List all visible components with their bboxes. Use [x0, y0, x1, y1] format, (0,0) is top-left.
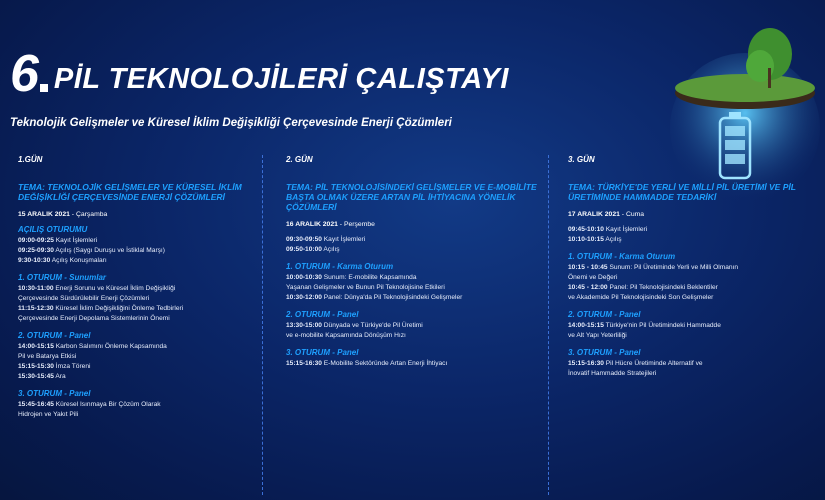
agenda-line — [18, 342, 258, 352]
session-title: 2. OTURUM - Panel — [18, 331, 91, 340]
agenda-line — [568, 273, 818, 283]
agenda-line — [286, 331, 541, 341]
edition-number: 6 — [10, 45, 38, 103]
session-gap — [286, 369, 541, 373]
agenda-line — [568, 369, 818, 379]
session-title: AÇILIŞ OTURUMU — [18, 225, 88, 234]
day-label: 2. GÜN — [286, 155, 313, 164]
agenda-time: 13:30-15:00 — [286, 322, 322, 329]
agenda-text: Açılış — [605, 236, 622, 243]
session-title: 2. OTURUM - Panel — [568, 310, 641, 319]
agenda-time: 09:30-09:50 — [286, 236, 322, 243]
agenda-line — [568, 263, 818, 273]
agenda-line — [286, 359, 541, 369]
agenda-time: 10:30-12:00 — [286, 294, 322, 301]
agenda-time: 9:30-10:30 — [18, 257, 51, 264]
agenda-line — [286, 321, 541, 331]
title-block — [10, 45, 509, 103]
date-value: 17 ARALIK 2021 — [568, 211, 620, 218]
agenda-text: Küresel Isınmaya Bir Çözüm Olarak — [55, 401, 161, 408]
day-label: 1.GÜN — [18, 155, 43, 164]
weekday: Cuma — [625, 211, 645, 218]
agenda-time: 15:15-15:30 — [18, 363, 54, 370]
page-title: PİL TEKNOLOJİLERİ ÇALIŞTAYI — [53, 63, 509, 95]
agenda-time: 10:10-10:15 — [568, 236, 604, 243]
agenda-text: Sunum: E-mobilite Kapsamında — [323, 274, 417, 281]
day-column-3 — [568, 155, 818, 383]
session-gap — [568, 303, 818, 307]
agenda-line — [568, 359, 818, 369]
agenda-text: Yaşanan Gelişmeler ve Bunun Pil Teknolojisine Etkileri — [286, 284, 445, 291]
session-gap — [286, 341, 541, 345]
agenda-text: E-Mobilite Sektöründe Artan Enerji İhtiyacı — [323, 360, 448, 367]
agenda-text: Ara — [55, 373, 66, 380]
agenda-text: Kayıt İşlemleri — [55, 237, 98, 244]
session-title: 1. OTURUM - Karma Oturum — [568, 252, 676, 261]
agenda-time: 09:25-09:30 — [18, 247, 54, 254]
agenda-line — [18, 284, 258, 294]
agenda-text: İmza Töreni — [55, 363, 91, 370]
day-column-1 — [18, 155, 258, 424]
agenda-text: Açılış (Saygı Duruşu ve İstiklal Marşı) — [55, 247, 165, 254]
agenda-line — [18, 294, 258, 304]
session-gap — [286, 303, 541, 307]
date-value: 15 ARALIK 2021 — [18, 211, 70, 218]
agenda-text: Enerji Sorunu ve Küresel İklim Değişikliği — [55, 285, 176, 292]
page-subtitle: Teknolojik Gelişmeler ve Küresel İklim Değişikliği Çerçevesinde Enerji Çözümleri — [10, 117, 452, 129]
agenda-line — [568, 321, 818, 331]
session-gap — [18, 324, 258, 328]
day-date — [286, 221, 541, 228]
agenda-time: 10:45 - 12:00 — [568, 284, 608, 291]
agenda-line — [18, 314, 258, 324]
agenda-text: Açılış — [323, 246, 340, 253]
agenda-time: 15:15-16:30 — [286, 360, 322, 367]
agenda-time: 14:00-15:15 — [18, 343, 54, 350]
agenda-time: 14:00-15:15 — [568, 322, 604, 329]
agenda-text: Pil Hücre Üretiminde Alternatif ve — [605, 360, 703, 367]
session-gap — [568, 379, 818, 383]
session-title: 3. OTURUM - Panel — [18, 389, 91, 398]
agenda-text: ve Alt Yapı Yeterliliği — [568, 332, 627, 339]
agenda-text: ve Akademide Pil Teknolojisindeki Son Gelişmeler — [568, 294, 714, 301]
date-separator: - — [619, 211, 626, 218]
agenda-time: 11:15-12:30 — [18, 305, 54, 312]
agenda-line — [286, 245, 541, 255]
agenda-line — [18, 246, 258, 256]
agenda-line — [18, 400, 258, 410]
session-gap — [286, 255, 541, 259]
agenda-line — [568, 331, 818, 341]
agenda-time: 09:45-10:10 — [568, 226, 604, 233]
session-title: 2. OTURUM - Panel — [286, 310, 359, 319]
weekday: Çarşamba — [75, 211, 108, 218]
agenda-line — [568, 225, 818, 235]
agenda-time: 10:30-11:00 — [18, 285, 54, 292]
agenda-line — [18, 352, 258, 362]
agenda-time: 15:45-16:45 — [18, 401, 54, 408]
session-gap — [18, 266, 258, 270]
agenda-text: Hidrojen ve Yakıt Pili — [18, 411, 79, 418]
agenda-time: 10:15 - 10:45 — [568, 264, 608, 271]
agenda-text: Pil ve Batarya Etkisi — [18, 353, 77, 360]
weekday: Perşembe — [343, 221, 375, 228]
agenda-line — [568, 293, 818, 303]
agenda-text: Karbon Salımını Önleme Kapsamında — [55, 343, 167, 350]
agenda-text: Kayıt İşlemleri — [323, 236, 366, 243]
column-divider — [262, 155, 263, 495]
date-separator: - — [69, 211, 76, 218]
session-title: 3. OTURUM - Panel — [568, 348, 641, 357]
agenda-line — [286, 273, 541, 283]
agenda-line — [18, 256, 258, 266]
agenda-text: Küresel İklim Değişikliğini Önleme Tedbirleri — [55, 305, 184, 312]
agenda-line — [568, 235, 818, 245]
day-date — [18, 211, 258, 218]
agenda-text: Önemi ve Değeri — [568, 274, 618, 281]
agenda-text: Kayıt İşlemleri — [605, 226, 648, 233]
agenda-text: ve e-mobilite Kapsamında Dönüşüm Hızı — [286, 332, 406, 339]
day-date — [568, 211, 818, 218]
agenda-text: Dünyada ve Türkiye'de Pil Üretimi — [323, 322, 423, 329]
agenda-time: 09:00-09:25 — [18, 237, 54, 244]
session-gap — [568, 341, 818, 345]
agenda-line — [286, 235, 541, 245]
day-theme: TEMA: TEKNOLOJİK GELİŞMELER VE KÜRESEL İKLİM DEĞİŞİKLİĞİ ÇERÇEVESİNDE ENERJİ ÇÖZÜMLERİ — [18, 182, 242, 202]
agenda-time: 09:50-10:00 — [286, 246, 322, 253]
agenda-text: Panel: Pil Teknolojisindeki Beklentiler — [609, 284, 718, 291]
session-title: 3. OTURUM - Panel — [286, 348, 359, 357]
agenda-text: Panel: Dünya'da Pil Teknolojisindeki Gelişmeler — [323, 294, 463, 301]
column-divider — [548, 155, 549, 495]
date-value: 16 ARALIK 2021 — [286, 221, 338, 228]
agenda-line — [18, 410, 258, 420]
agenda-text: Türkiye'nin Pil Üretimindeki Hammadde — [605, 322, 721, 329]
agenda-text: Açılış Konuşmaları — [51, 257, 107, 264]
agenda-line — [286, 283, 541, 293]
agenda-text: Çerçevesinde Sürdürülebilir Enerji Çözümleri — [18, 295, 150, 302]
agenda-time: 15:15-16:30 — [568, 360, 604, 367]
session-title: 1. OTURUM - Sunumlar — [18, 273, 107, 282]
day-label: 3. GÜN — [568, 155, 595, 164]
agenda-line — [18, 372, 258, 382]
day-column-2 — [286, 155, 541, 373]
session-title: 1. OTURUM - Karma Oturum — [286, 262, 394, 271]
session-gap — [568, 245, 818, 249]
session-gap — [18, 420, 258, 424]
date-separator: - — [337, 221, 344, 228]
agenda-time: 10:00-10:30 — [286, 274, 322, 281]
agenda-time: 15:30-15:45 — [18, 373, 54, 380]
session-gap — [18, 382, 258, 386]
agenda-text: Çerçevesinde Enerji Depolama Sistemlerinin Önemi — [18, 315, 170, 322]
day-theme: TEMA: TÜRKİYE'DE YERLİ VE MİLLİ PİL ÜRETİMİ VE PİL ÜRETİMİNDE HAMMADDE TEDARİKİ — [568, 182, 796, 202]
agenda-text: İnovatif Hammadde Stratejileri — [568, 370, 657, 377]
day-theme: TEMA: PİL TEKNOLOJİSİNDEKİ GELİŞMELER VE E-MOBİLİTE BAŞTA OLMAK ÜZERE ARTAN PİL İHTİYACINA YÖNELİK ÇÖZÜMLERİ — [286, 182, 537, 212]
agenda-line — [18, 236, 258, 246]
agenda-line — [18, 304, 258, 314]
agenda-line — [18, 362, 258, 372]
agenda-line — [568, 283, 818, 293]
agenda-text: Sunum: Pil Üretiminde Yerli ve Milli Olmanın — [609, 264, 739, 271]
agenda-line — [286, 293, 541, 303]
title-dot — [40, 84, 48, 92]
